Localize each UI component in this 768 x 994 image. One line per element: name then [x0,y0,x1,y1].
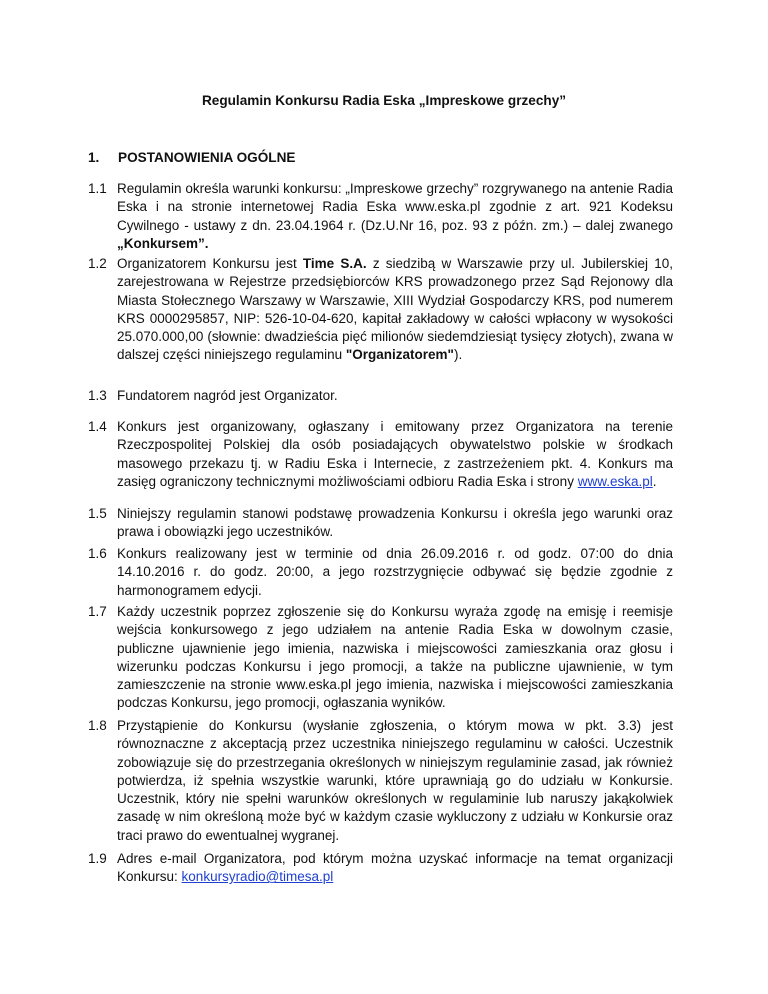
clause-text-part: Organizatorem Konkursu jest [117,256,303,271]
clause-text-part: ). [453,347,463,363]
clause-1-5 [88,505,673,542]
clause-text: Każdy uczestnik poprzez zgłoszenie się do Konkursu wyraża zgodę na emisję i reemisje wejścia konkursowego z jego udziałem na antenie Radia Eska w dowolnym czasie, publiczne ujawnienie jego imienia, nazwiska i miejscowości zamieszkania oraz głosu i wizerunku podczas Konkursu i jego promocji, a także na publiczne ujawnienie, w tym zamieszczenie na stronie www.eska.pl jego imienia, nazwiska i miejscowości zamieszkania podczas Konkursu, jego promocji, ogłaszania wyników. [117,604,673,711]
clause-1-1 [88,180,673,253]
clause-1-4 [88,418,673,491]
clause-1-3 [88,387,673,405]
clause-number: 1.2 [88,256,107,271]
clause-1-7 [88,603,673,713]
clause-1-9 [88,850,673,887]
clause-1-8 [88,717,673,845]
section-heading [88,150,295,165]
section-number: 1. [88,150,100,165]
clause-number: 1.7 [88,604,107,619]
clause-number: 1.4 [88,419,107,434]
clause-text: Niniejszy regulamin stanowi podstawę prowadzenia Konkursu i określa jego warunki oraz prawa i obowiązki jego uczestników. [117,506,673,540]
clause-bold-term: „Konkursem”. [117,235,209,251]
clause-text [117,850,673,887]
clause-text: Fundatorem nagród jest Organizator. [117,388,338,403]
clause-text: Przystąpienie do Konkursu (wysłanie zgłoszenia, o którym mowa w pkt. 3.3) jest równoznaczne z akceptacją przez uczestnika niniejszego regulaminu w całości. Uczestnik zobowiązuje się do przestrzegania określonych w niniejszym regulaminie zasad, jak również potwierdza, iż spełnia wszystkie warunki, które uprawniają go do udziału w Konkursie. Uczestnik, który nie spełni warunków określonych w regulaminie lub naruszy jakąkolwiek zasadę w nim określoną może być w każdym czasie wykluczony z udziału w Konkursie oraz traci prawo do ewentualnej wygranej. [117,718,673,843]
document-title: Regulamin Konkursu Radia Eska „Impreskowe grzechy” [201,93,567,108]
clause-bold-term: Time S.A. [302,256,367,271]
section-title: POSTANOWIENIA OGÓLNE [118,150,296,165]
clause-1-2 [88,255,673,365]
clause-number: 1.1 [88,181,107,196]
clause-text-part: Adres e-mail Organizatora, pod którym można uzyskać informacje na temat organizacji Konkursu: [117,851,673,885]
eska-website-link[interactable]: www.eska.pl [577,473,653,489]
clause-text [117,255,673,365]
clause-text-part: Konkurs jest organizowany, ogłaszany i emitowany przez Organizatora na terenie Rzeczpospolitej Polskiej dla osób posiadających obywatelstwo polskie w środkach masowego przekazu tj. w Radiu Eska i Internecie, z zastrzeżeniem pkt. 4. Konkurs ma zasięg ograniczony technicznymi możliwościami odbioru Radia Eska i strony [117,419,673,489]
clause-1-6 [88,545,673,600]
clause-number: 1.9 [88,851,107,866]
clause-number: 1.8 [88,718,107,733]
clause-text: Konkurs realizowany jest w terminie od dnia 26.09.2016 r. od godz. 07:00 do dnia 14.10.2016 r. do godz. 20:00, a jego rozstrzygnięcie odbywać się będzie zgodnie z harmonogramem edycji. [117,546,673,598]
clause-number: 1.5 [88,506,107,521]
clause-number: 1.6 [88,546,107,561]
clause-text-part: Regulamin określa warunki konkursu: „Impreskowe grzechy” rozgrywanego na antenie Radia Eska i na stronie internetowej Radia Eska www.eska.pl zgodnie z art. 921 Kodeksu Cywilnego - ustawy z dn. 23.04.1964 r. (Dz.U.Nr 16, poz. 93 z późn. zm.) – dalej zwanego [117,181,673,233]
clause-number: 1.3 [88,388,107,403]
clause-text [117,418,673,491]
clause-text-part: . [652,473,657,489]
clause-bold-term: "Organizatorem" [345,347,454,363]
clause-text [117,180,673,253]
clause-text-part: z siedzibą w Warszawie przy ul. Jubilerskiej 10, zarejestrowana w Rejestrze przedsiębiorców KRS prowadzonego przez Sąd Rejonowy dla Miasta Stołecznego Warszawy w Warszawie, XIII Wydział Gospodarczy KRS, pod numerem KRS 0000295857, NIP: 526-10-04-620, kapitał zakładowy w całości wpłacony w wysokości 25.070.000,00 (słownie: dwadzieścia pięć milionów siedemdziesiąt tysięcy złotych), zwana w dalszej części niniejszego regulaminu [117,256,673,363]
organizer-email-link[interactable]: konkursyradio@timesa.pl [181,869,334,885]
